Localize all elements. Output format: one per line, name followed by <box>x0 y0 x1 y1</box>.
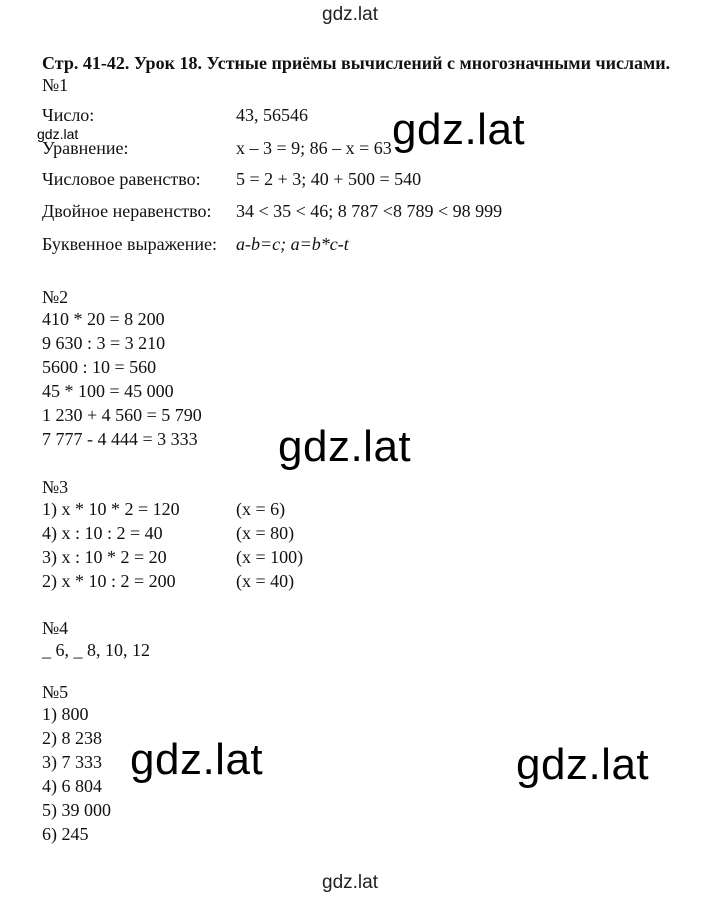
task-5-line: 4) 6 804 <box>42 776 102 796</box>
watermark-bottom: gdz.lat <box>322 872 378 893</box>
task-1-label: Буквенное выражение: <box>42 234 218 254</box>
task-1-heading: №1 <box>42 75 69 95</box>
task-2-line: 7 777 - 4 444 = 3 333 <box>42 429 198 449</box>
task-1-value: 34 < 35 < 46; 8 787 <8 789 < 98 999 <box>236 201 503 221</box>
task-5-line: 2) 8 238 <box>42 728 102 748</box>
task-2-line: 45 * 100 = 45 000 <box>42 381 174 401</box>
task-3-answer: (x = 6) <box>236 499 286 519</box>
task-1-label: Двойное неравенство: <box>42 201 212 221</box>
task-1-label: Числовое равенство: <box>42 169 201 189</box>
task-1-label: Число: <box>42 105 95 125</box>
task-3-answer: (x = 100) <box>236 547 304 567</box>
task-3-answer: (x = 80) <box>236 523 295 543</box>
task-3-expression: 4) x : 10 : 2 = 40 <box>42 523 163 543</box>
task-5-line: 6) 245 <box>42 824 89 844</box>
task-1-value: x – 3 = 9; 86 – x = 63 <box>236 138 392 158</box>
task-2-line: 410 * 20 = 8 200 <box>42 309 165 329</box>
watermark-big: gdz.lat <box>278 422 412 471</box>
task-2-heading: №2 <box>42 287 69 307</box>
task-1-label: Уравнение: <box>42 138 129 158</box>
page-title: Стр. 41-42. Урок 18. Устные приёмы вычислений с многозначными числами. <box>42 53 671 73</box>
watermark-big: gdz.lat <box>516 740 650 789</box>
task-1-value: 5 = 2 + 3; 40 + 500 = 540 <box>236 169 422 189</box>
task-3-answer: (x = 40) <box>236 571 295 591</box>
task-4-line: _ 6, _ 8, 10, 12 <box>42 640 150 660</box>
task-2-line: 1 230 + 4 560 = 5 790 <box>42 405 202 425</box>
watermark-top: gdz.lat <box>322 4 378 25</box>
task-3-expression: 1) x * 10 * 2 = 120 <box>42 499 180 519</box>
task-1-value: 43, 56546 <box>236 105 308 125</box>
task-3-expression: 2) x * 10 : 2 = 200 <box>42 571 176 591</box>
task-5-line: 5) 39 000 <box>42 800 111 820</box>
task-4-heading: №4 <box>42 618 69 638</box>
task-2-line: 5600 : 10 = 560 <box>42 357 157 377</box>
task-5-line: 1) 800 <box>42 704 89 724</box>
task-3-heading: №3 <box>42 477 69 497</box>
watermark-big: gdz.lat <box>392 105 526 154</box>
task-3-expression: 3) x : 10 * 2 = 20 <box>42 547 167 567</box>
watermark-small-overlay: gdz.lat <box>37 126 79 142</box>
task-1-value: a-b=c; a=b*c-t <box>236 234 349 254</box>
watermark-big: gdz.lat <box>130 735 264 784</box>
task-2-line: 9 630 : 3 = 3 210 <box>42 333 166 353</box>
task-5-line: 3) 7 333 <box>42 752 102 772</box>
task-5-heading: №5 <box>42 682 69 702</box>
